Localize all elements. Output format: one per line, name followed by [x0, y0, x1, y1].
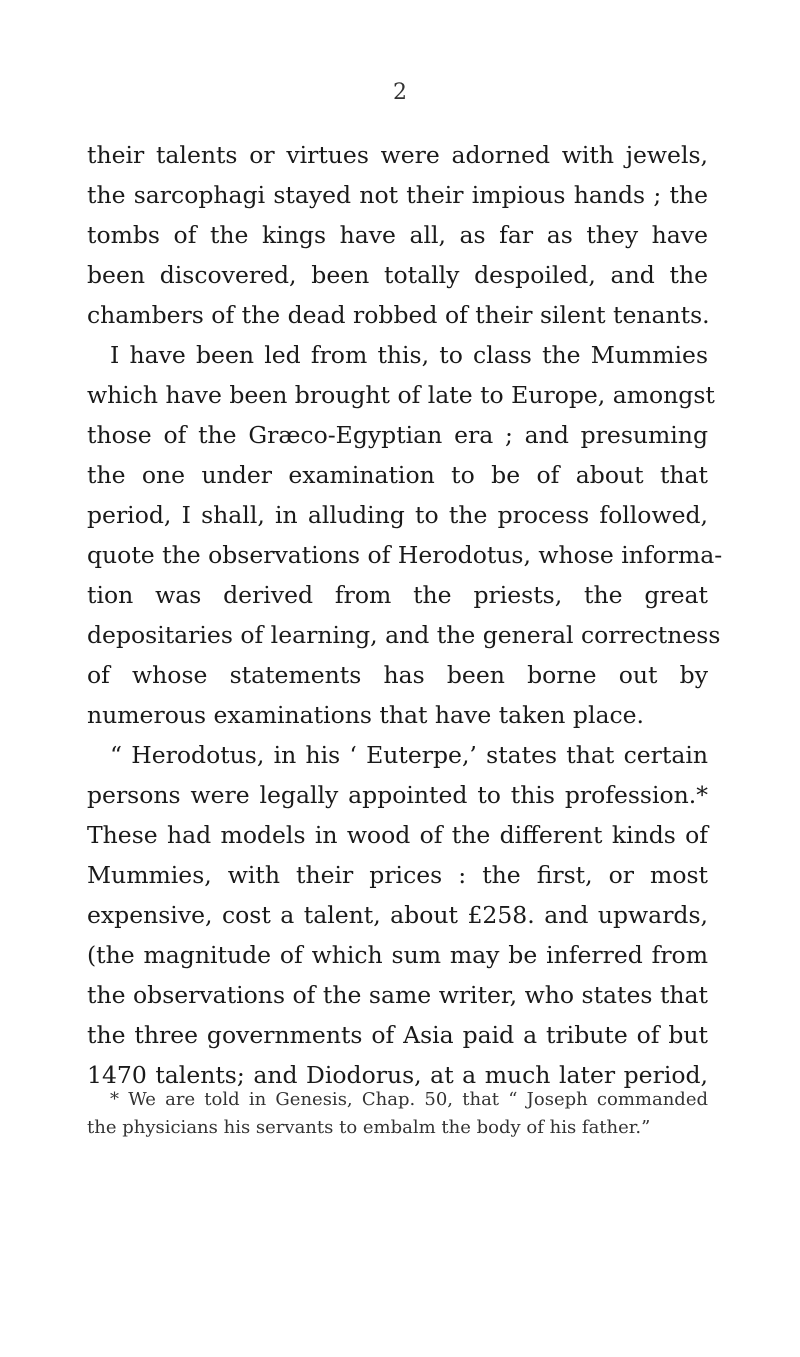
text-line-3: tombs of the kings have all, as far as they have [87, 221, 708, 249]
text-line-6: I have been led from this, to class the Mummies [110, 341, 708, 369]
text-line-16: “ Herodotus, in his ‘ Euterpe,’ states that certain [110, 741, 708, 769]
text-line-2: the sarcophagi stayed not their impious hands ; the [87, 181, 708, 209]
text-line-1: their talents or virtues were adorned with jewels, [87, 141, 708, 169]
text-line-8: those of the Græco-Egyptian era ; and presuming [87, 421, 708, 449]
text-line-14: of whose statements has been borne out by [87, 661, 708, 689]
text-line-15: numerous examinations that have taken place. [87, 701, 645, 729]
text-line-9: the one under examination to be of about that [87, 461, 708, 489]
text-line-19: Mummies, with their prices : the first, or most [87, 861, 708, 889]
text-line-7: which have been brought of late to Europe, amongst [87, 381, 715, 409]
text-line-21: (the magnitude of which sum may be inferred from [87, 941, 708, 969]
text-line-24: 1470 talents; and Diodorus, at a much later period, [87, 1061, 708, 1089]
text-line-20: expensive, cost a talent, about £258. and upwards, [87, 901, 708, 929]
text-line-13: depositaries of learning, and the general correctness [87, 621, 721, 649]
text-line-10: period, I shall, in alluding to the process followed, [87, 501, 708, 529]
footnote-line-1: * We are told in Genesis, Chap. 50, that “ Joseph commanded [110, 1089, 708, 1110]
text-line-4: been discovered, been totally despoiled, and the [87, 261, 708, 289]
footnote-line-2: the physicians his servants to embalm the body of his father.” [87, 1117, 651, 1138]
text-line-17: persons were legally appointed to this profession.* [87, 781, 708, 809]
text-line-18: These had models in wood of the different kinds of [87, 821, 708, 849]
text-line-12: tion was derived from the priests, the great [87, 581, 708, 609]
page-number: 2 [393, 80, 407, 105]
text-line-5: chambers of the dead robbed of their silent tenants. [87, 301, 710, 329]
text-line-11: quote the observations of Herodotus, whose informa- [87, 541, 723, 569]
text-line-23: the three governments of Asia paid a tribute of but [87, 1021, 708, 1049]
text-line-22: the observations of the same writer, who states that [87, 981, 708, 1009]
